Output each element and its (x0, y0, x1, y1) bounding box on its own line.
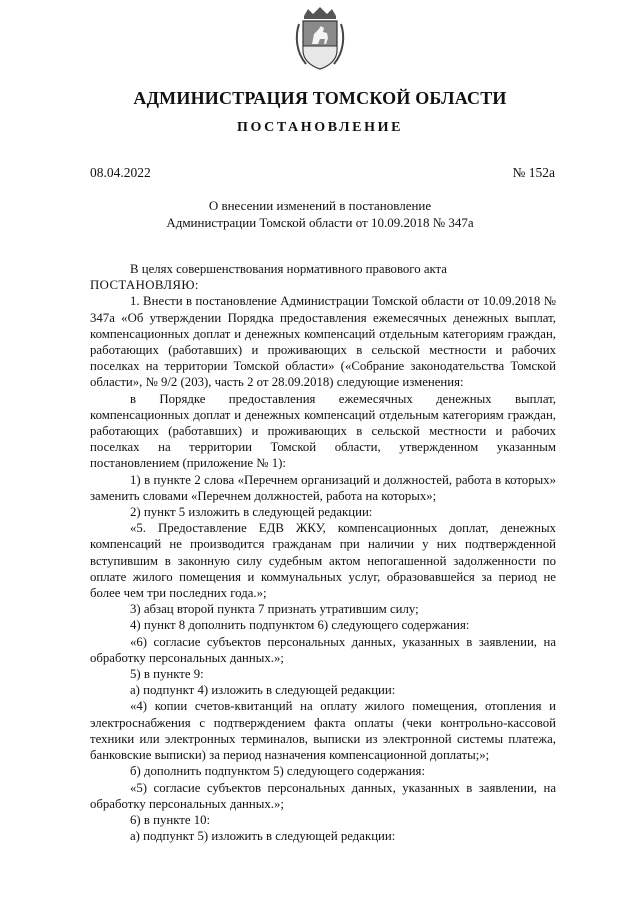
document-number: № 152а (512, 165, 555, 180)
body-paragraph: «4) копии счетов-квитанций на оплату жилого помещения, отопления и электроснабжения с подтверждением факта оплаты (чеки контрольно-кассовой техники или электронных терминалов, выписки из электронной системы платежа, банковские выписки) за период назначения компенсационной доплаты;»; (90, 699, 556, 763)
body-paragraph: 1) в пункте 2 слова «Перечнем организаций и должностей, работа в которых» заменить словами «Перечнем должностей, работа на которых»; (90, 472, 556, 503)
body-paragraph: б) дополнить подпунктом 5) следующего содержания: (130, 764, 426, 779)
body-paragraph: «5) согласие субъектов персональных данных, указанных в заявлении, на обработку персональных данных.»; (90, 780, 556, 811)
body-paragraph: «6) согласие субъектов персональных данных, указанных в заявлении, на обработку персональных данных.»; (90, 634, 556, 665)
document-date: 08.04.2022 (90, 165, 151, 180)
document-body (90, 261, 556, 844)
document-type-title: ПОСТАНОВЛЕНИЕ (236, 120, 404, 135)
body-paragraph: в Порядке предоставления ежемесячных денежных выплат, компенсационных доплат и денежных компенсаций отдельным категориям граждан, работающих (работавших) и проживающих в сельской местности и рабочих поселках на территории Томской области, утвержденном указанным постановлением (приложение № 1): (90, 391, 556, 471)
document-subject (0, 197, 640, 231)
coat-of-arms-icon (294, 6, 346, 72)
body-paragraph: «5. Предоставление ЕДВ ЖКУ, компенсационных доплат, денежных компенсаций не производится гражданам при наличии у них подтвержденной вступившим в законную силу судебным актом непогашенной задолженности по оплате жилого помещения и коммунальных услуг, образовавшейся за период не более чем три последних года.»; (90, 521, 556, 601)
body-paragraph: 1. Внести в постановление Администрации Томской области от 10.09.2018 № 347а «Об утверждении Порядка предоставления ежемесячных денежных выплат, компенсационных доплат и денежных компенсаций отдельным категориям граждан, работающих (работавших) и проживающих в сельской местности и рабочих поселках на территории Томской области» («Собрание законодательства Томской области», № 9/2 (203), часть 2 от 28.09.2018) следующие изменения: (90, 294, 556, 390)
body-paragraph: 3) абзац второй пункта 7 признать утратившим силу; (130, 602, 419, 617)
body-paragraph: 5) в пункте 9: (130, 667, 204, 682)
organization-title: АДМИНИСТРАЦИЯ ТОМСКОЙ ОБЛАСТИ (133, 88, 507, 108)
body-paragraph: 6) в пункте 10: (130, 812, 211, 827)
subject-line: Администрации Томской области от 10.09.2018 № 347а (166, 215, 474, 230)
body-paragraph: 2) пункт 5 изложить в следующей редакции: (130, 505, 373, 520)
subject-line: О внесении изменений в постановление (208, 198, 432, 213)
body-paragraph: 4) пункт 8 дополнить подпунктом 6) следующего содержания: (130, 618, 470, 633)
decree-heading: ПОСТАНОВЛЯЮ: (90, 278, 199, 293)
body-paragraph: а) подпункт 5) изложить в следующей редакции: (130, 829, 396, 844)
preamble-paragraph: В целях совершенствования нормативного правового акта (130, 262, 447, 276)
body-paragraph: а) подпункт 4) изложить в следующей редакции: (130, 683, 396, 698)
